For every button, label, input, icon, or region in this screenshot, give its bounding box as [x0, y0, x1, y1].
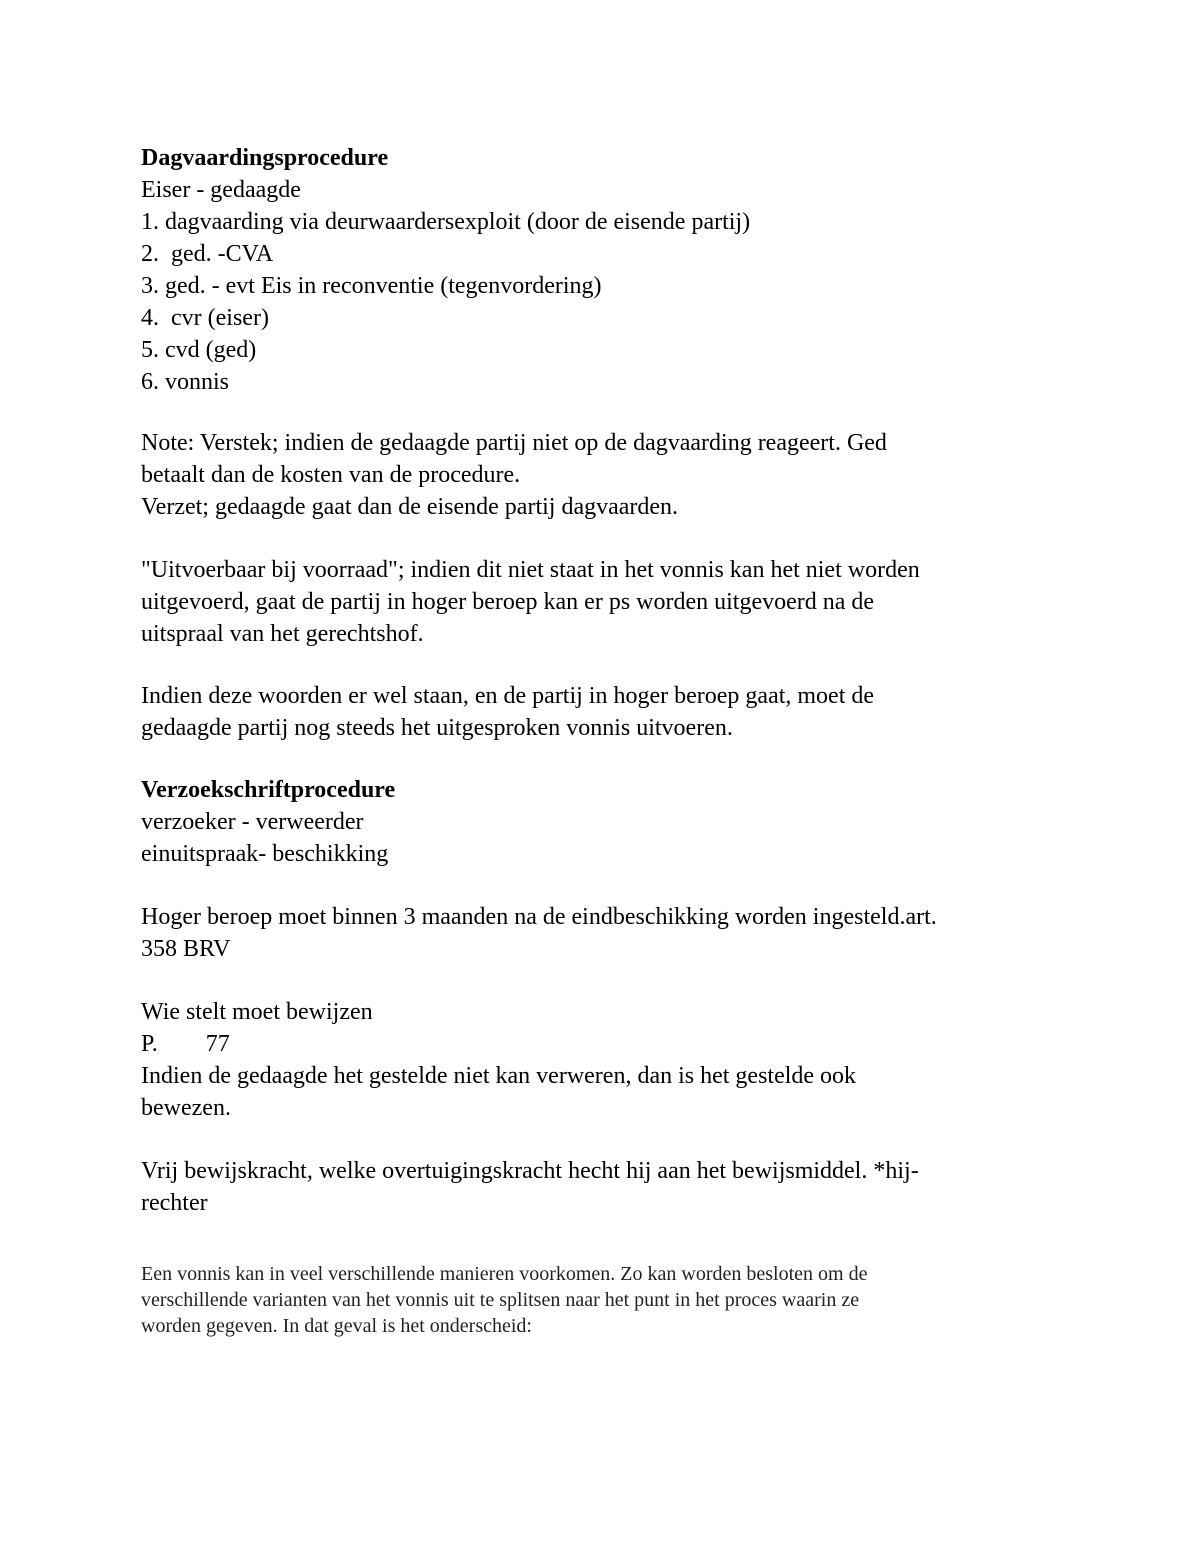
section-heading-verzoekschriftprocedure: Verzoekschriftprocedure: [141, 777, 396, 803]
step-6: 6. vonnis: [141, 369, 230, 395]
indien-line-1: Indien deze woorden er wel staan, en de partij in hoger beroep gaat, moet de: [141, 683, 875, 709]
step-5: 5. cvd (ged): [141, 337, 257, 363]
hoger-beroep-line-2: 358 BRV: [141, 936, 231, 962]
step-2: 2. ged. -CVA: [141, 241, 274, 267]
uitspraak-line: einuitspraak- beschikking: [141, 841, 389, 867]
closing-line-2: verschillende varianten van het vonnis uit te splitsen naar het punt in het proces waarin ze: [141, 1289, 860, 1311]
bewijskracht-line-1: Vrij bewijskracht, welke overtuigingskracht hecht hij aan het bewijsmiddel. *hij-: [141, 1158, 919, 1184]
uitvoerbaar-line-3: uitspraal van het gerechtshof.: [141, 621, 424, 647]
bewijskracht-line-2: rechter: [141, 1190, 208, 1216]
uitvoerbaar-line-2: uitgevoerd, gaat de partij in hoger beroep kan er ps worden uitgevoerd na de: [141, 589, 875, 615]
uitvoerbaar-line-1: "Uitvoerbaar bij voorraad"; indien dit niet staat in het vonnis kan het niet worden: [141, 557, 920, 583]
step-4: 4. cvr (eiser): [141, 305, 269, 331]
gestelde-line-2: bewezen.: [141, 1095, 231, 1121]
page-reference: P. 77: [141, 1031, 230, 1057]
section-heading-dagvaardingsprocedure: Dagvaardingsprocedure: [141, 145, 389, 171]
gestelde-line-1: Indien de gedaagde het gestelde niet kan verweren, dan is het gestelde ook: [141, 1063, 857, 1089]
parties-line: Eiser - gedaagde: [141, 177, 301, 203]
note-line-1: Note: Verstek; indien de gedaagde partij niet op de dagvaarding reageert. Ged: [141, 430, 887, 456]
hoger-beroep-line-1: Hoger beroep moet binnen 3 maanden na de eindbeschikking worden ingesteld.art.: [141, 904, 937, 930]
closing-line-3: worden gegeven. In dat geval is het onderscheid:: [141, 1315, 532, 1337]
indien-line-2: gedaagde partij nog steeds het uitgesproken vonnis uitvoeren.: [141, 715, 733, 741]
parties-line-verzoek: verzoeker - verweerder: [141, 809, 364, 835]
bewijzen-title: Wie stelt moet bewijzen: [141, 999, 373, 1025]
step-1: 1. dagvaarding via deurwaardersexploit (door de eisende partij): [141, 209, 751, 235]
note-line-2: betaalt dan de kosten van de procedure.: [141, 462, 521, 488]
note-line-3: Verzet; gedaagde gaat dan de eisende partij dagvaarden.: [141, 494, 679, 520]
closing-line-1: Een vonnis kan in veel verschillende manieren voorkomen. Zo kan worden besloten om de: [141, 1263, 868, 1285]
step-3: 3. ged. - evt Eis in reconventie (tegenvordering): [141, 273, 602, 299]
